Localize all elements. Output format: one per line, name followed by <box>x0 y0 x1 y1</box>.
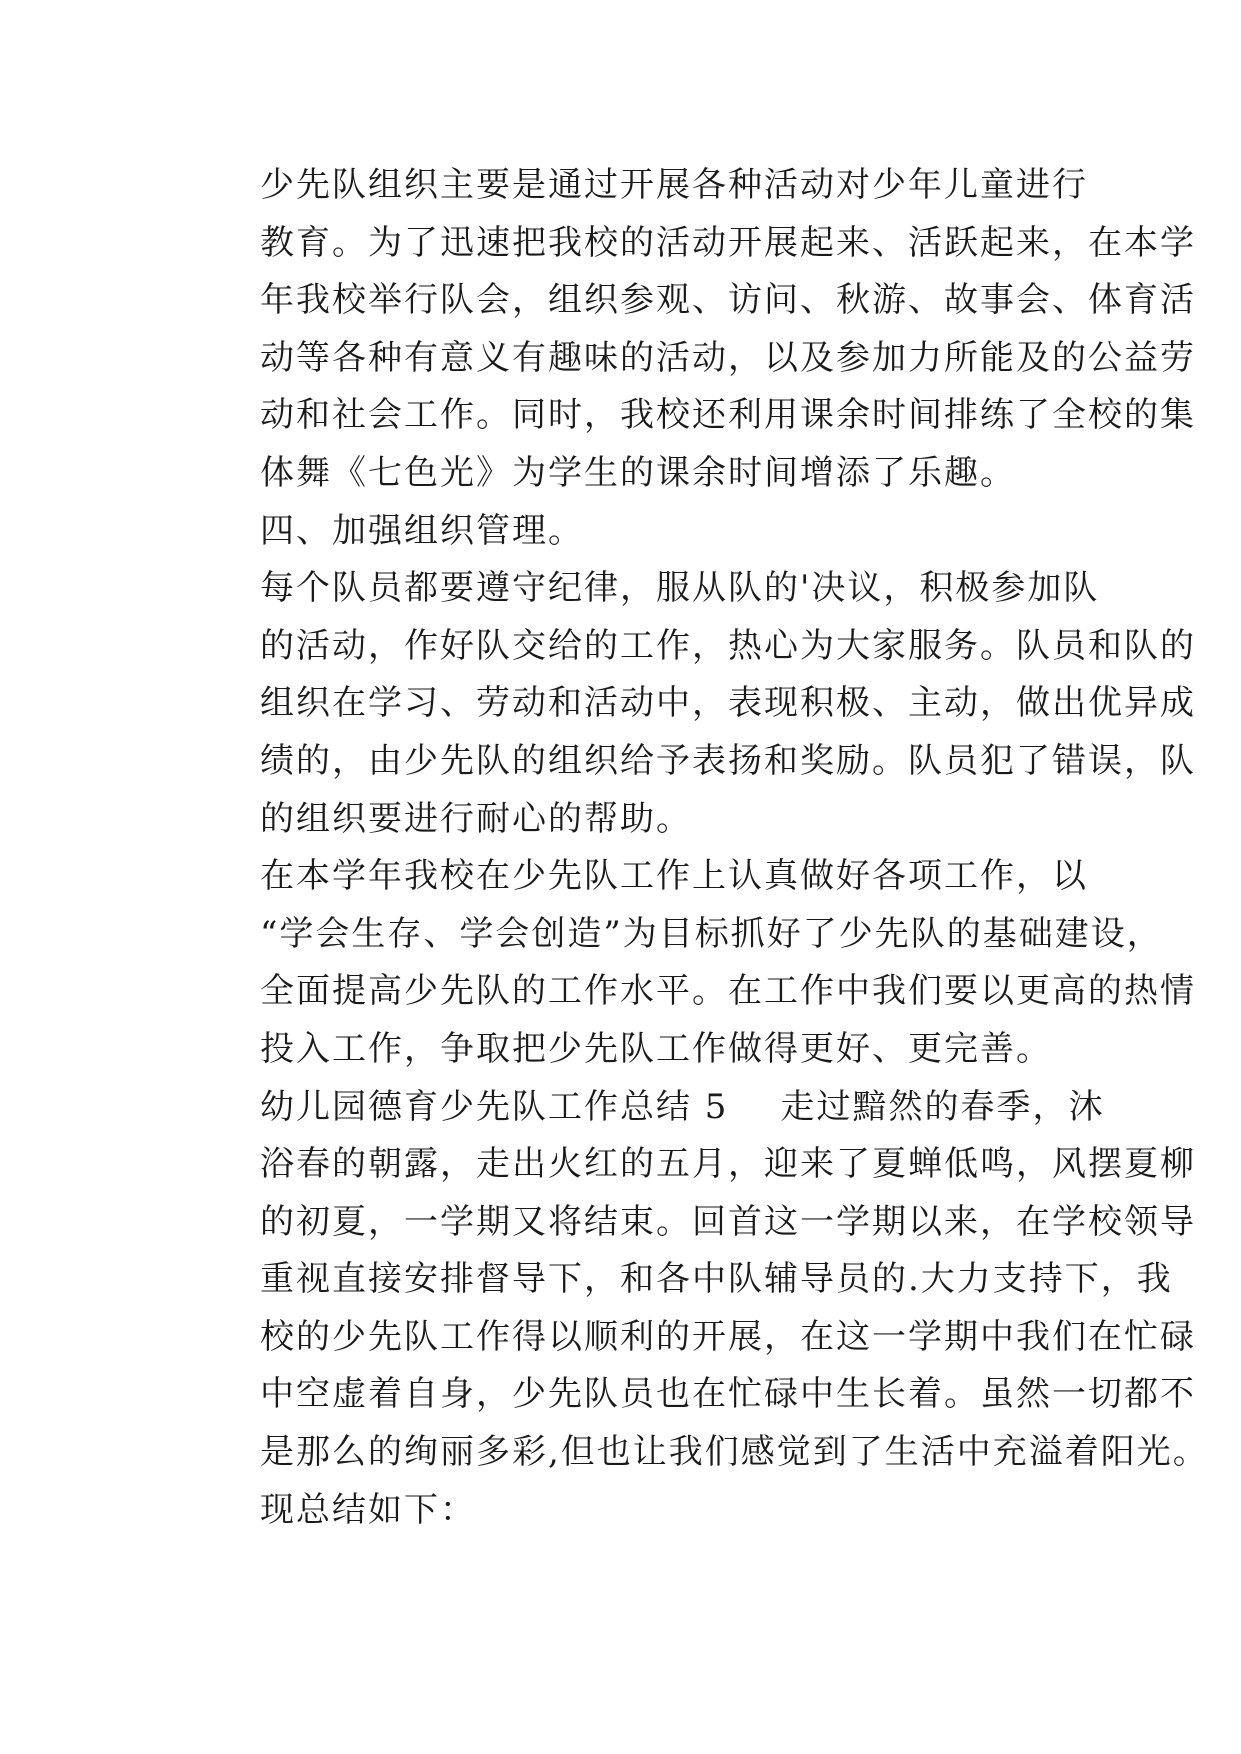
text-line: 浴春的朝露，走出火红的五月，迎来了夏蝉低鸣，风摆夏柳 <box>260 1144 1196 1185</box>
text-line: 的初夏，一学期又将结束。回首这一学期以来，在学校领导 <box>260 1201 1196 1242</box>
text-line: 四、加强组织管理。 <box>260 510 584 551</box>
paragraph-summary-five <box>192 1079 1209 1540</box>
text-line: 中空虚着自身，少先队员也在忙碌中生长着。虽然一切都不 <box>260 1374 1196 1415</box>
text-line: 少先队组织主要是通过开展各种活动对少年儿童进行 <box>260 165 1088 205</box>
paragraph-activities <box>192 157 1196 503</box>
text-line: 绩的，由少先队的组织给予表扬和奖励。队员犯了错误，队 <box>260 740 1196 781</box>
text-line: 重视直接安排督导下，和各中队辅导员的.大力支持下，我 <box>260 1259 1173 1300</box>
text-line: 是那么的绚丽多彩,但也让我们感觉到了生活中充溢着阳光。 <box>260 1432 1209 1473</box>
text-line <box>192 1079 1105 1137</box>
text-line: 体舞《七色光》为学生的课余时间增添了乐趣。 <box>260 452 1016 493</box>
text-line: 的活动，作好队交给的工作，热心为大家服务。队员和队的 <box>260 625 1196 666</box>
text-line: 现总结如下： <box>260 1489 476 1530</box>
text-line: 动和社会工作。同时，我校还利用课余时间排练了全校的集 <box>260 395 1196 436</box>
text-line: 动等各种有意义有趣味的活动，以及参加力所能及的公益劳 <box>260 337 1196 378</box>
document-body <box>192 157 1209 1539</box>
text-line: 投入工作，争取把少先队工作做得更好、更完善。 <box>260 1028 1052 1069</box>
text-line: 教育。为了迅速把我校的活动开展起来、活跃起来，在本学 <box>260 222 1196 263</box>
text-line: 在本学年我校在少先队工作上认真做好各项工作，以 <box>260 856 1088 897</box>
text-line: 年我校举行队会，组织参观、访问、秋游、故事会、体育活 <box>260 280 1196 321</box>
text-line: 全面提高少先队的工作水平。在工作中我们要以更高的热情 <box>260 971 1196 1012</box>
text-line: 每个队员都要遵守纪律，服从队的'决议，积极参加队 <box>260 568 1100 609</box>
text-line: “学会生存、学会创造”为目标抓好了少先队的基础建设， <box>260 913 1163 954</box>
section-heading-four <box>192 503 1052 561</box>
text-line: 组织在学习、劳动和活动中，表现积极、主动，做出优异成 <box>260 683 1196 724</box>
article-heading: 幼儿园德育少先队工作总结 5 <box>260 1086 729 1127</box>
text-line: 的组织要进行耐心的帮助。 <box>260 798 692 839</box>
text-line-continuation: 走过黯然的春季，沐 <box>780 1086 1105 1127</box>
paragraph-discipline <box>192 560 1196 848</box>
text-line: 校的少先队工作得以顺利的开展，在这一学期中我们在忙碌 <box>260 1316 1196 1357</box>
paragraph-summary <box>192 848 1196 1078</box>
